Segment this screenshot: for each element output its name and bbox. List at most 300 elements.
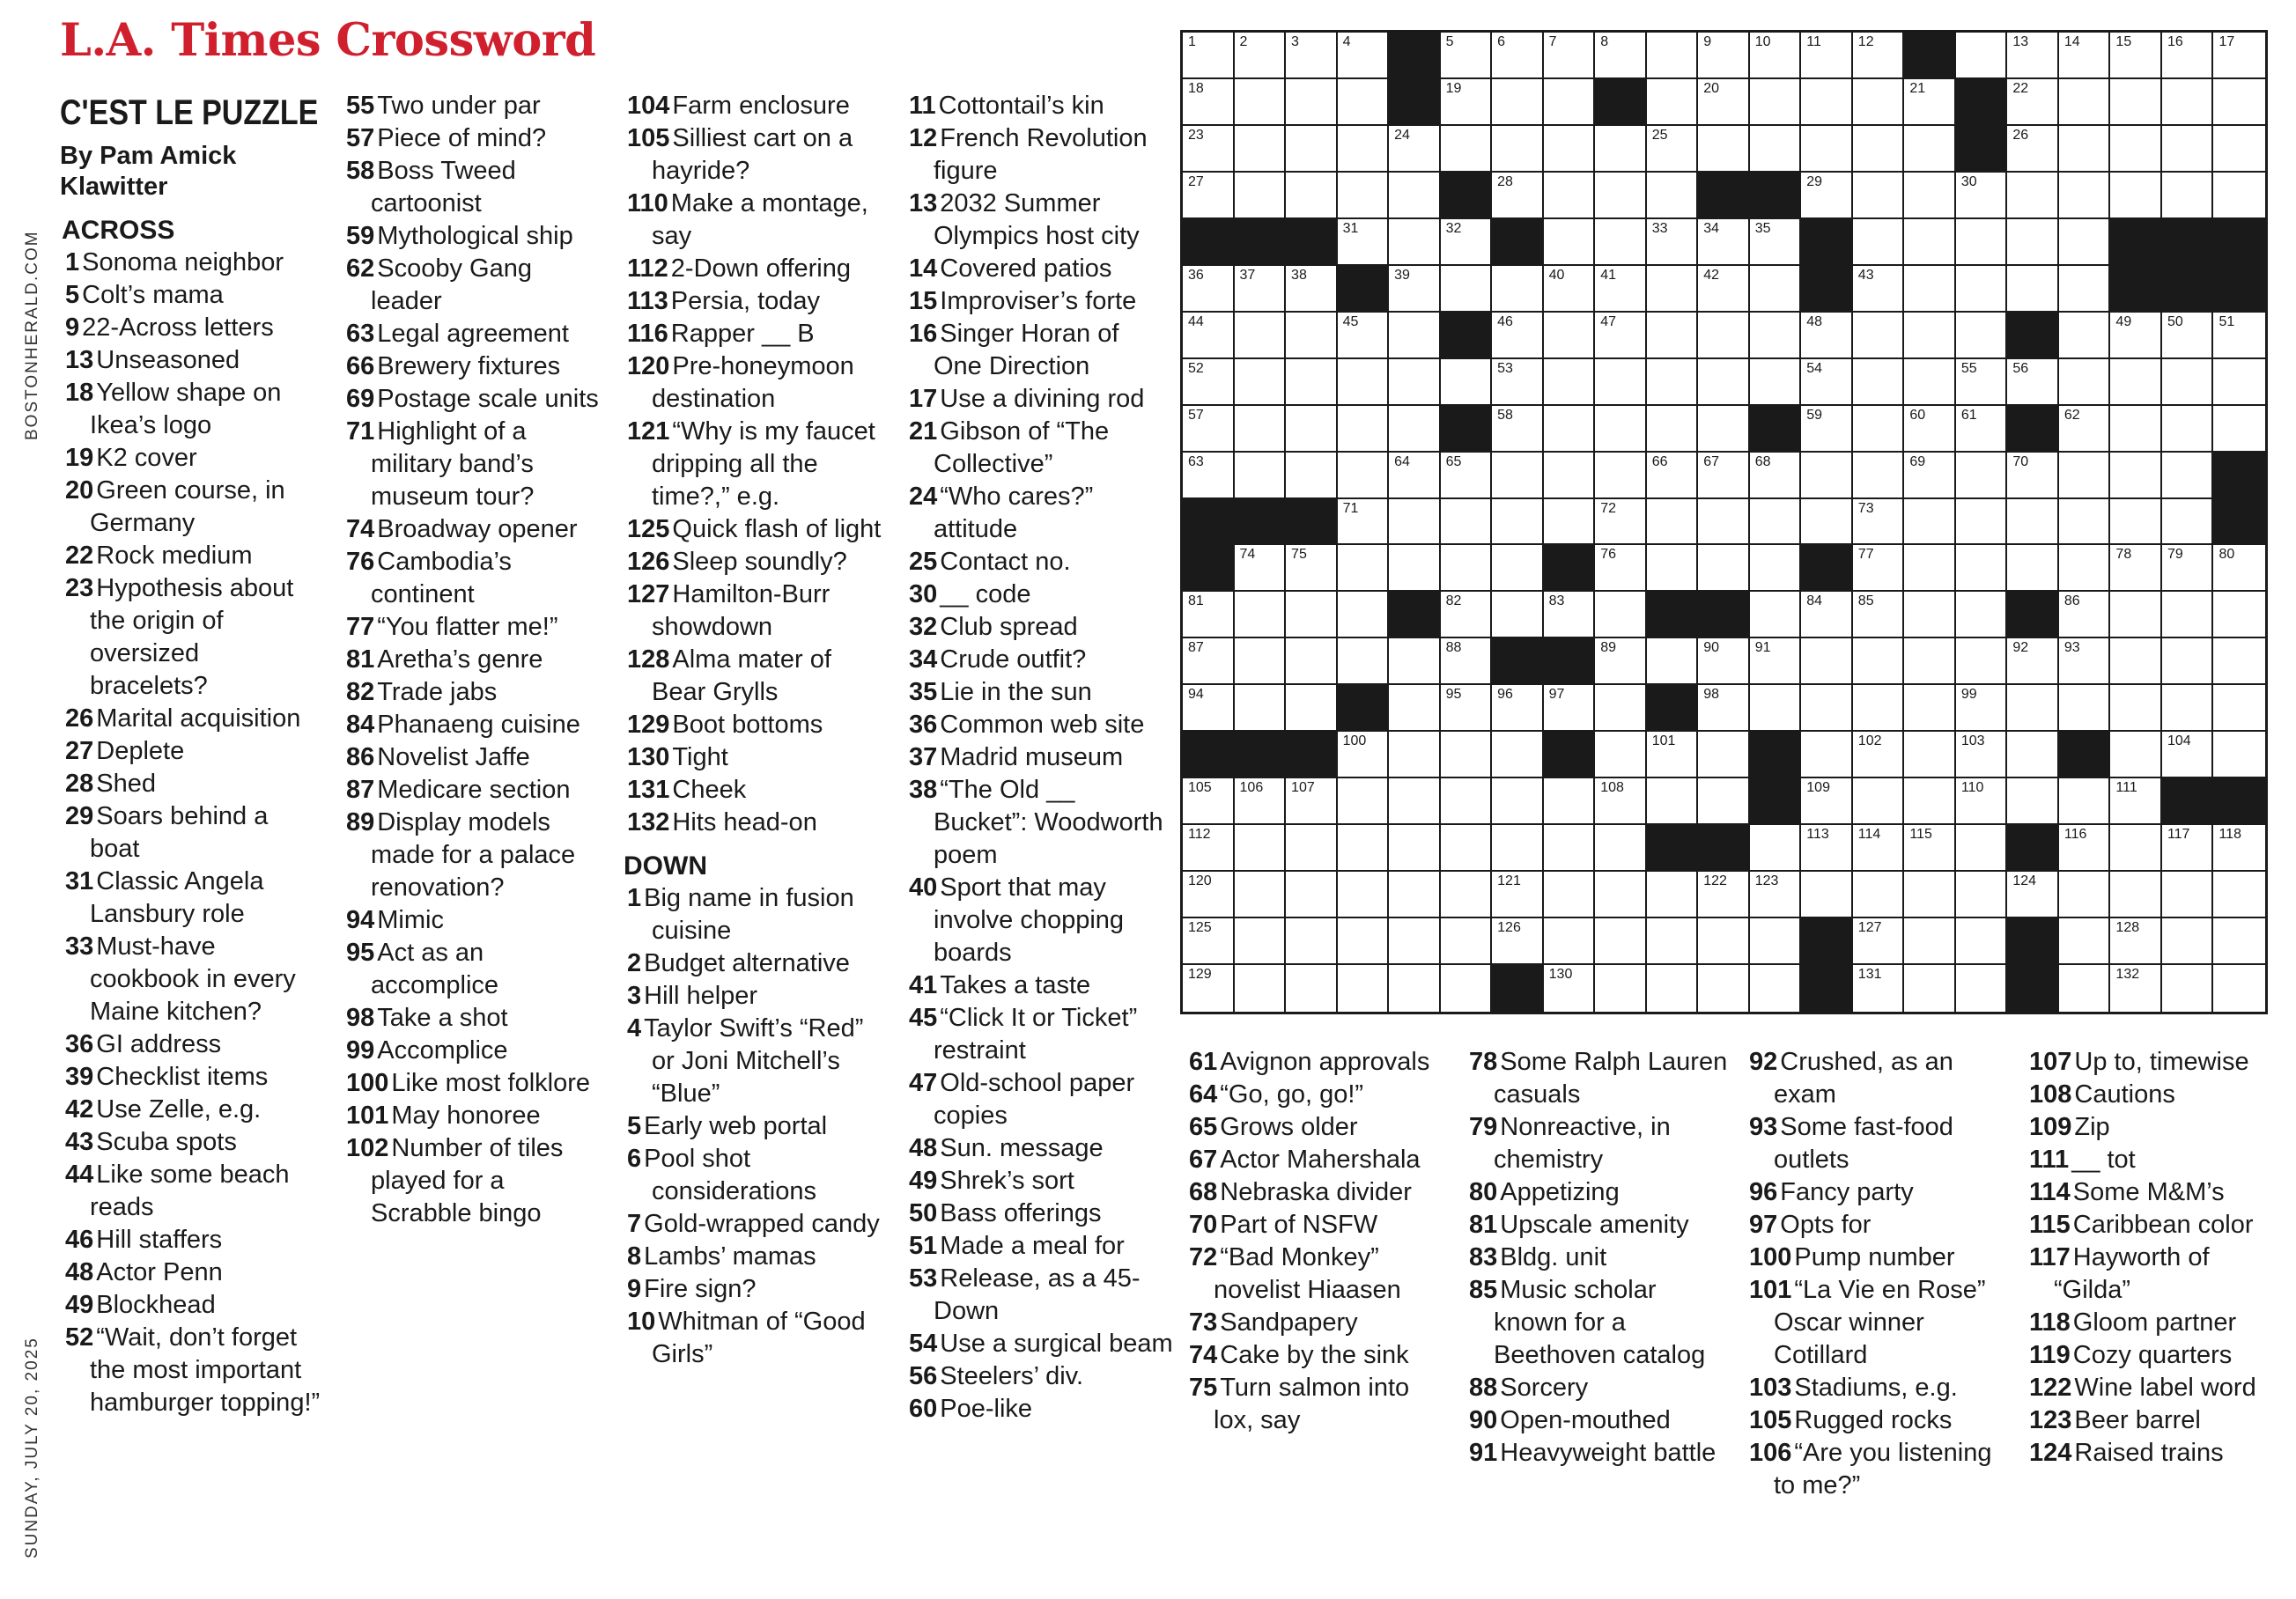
- grid-cell[interactable]: [1698, 453, 1750, 499]
- grid-cell[interactable]: [2162, 545, 2214, 592]
- grid-cell[interactable]: [1338, 638, 1390, 685]
- grid-cell[interactable]: [1647, 732, 1699, 778]
- grid-cell[interactable]: [1853, 126, 1905, 173]
- grid-cell[interactable]: [1698, 406, 1750, 453]
- grid-cell[interactable]: [1389, 313, 1441, 359]
- grid-cell[interactable]: [1544, 918, 1596, 965]
- grid-cell[interactable]: [1647, 173, 1699, 219]
- grid-cell[interactable]: [1956, 173, 2008, 219]
- grid-cell[interactable]: [2007, 266, 2059, 313]
- grid-cell[interactable]: [1389, 872, 1441, 918]
- grid-cell[interactable]: [1750, 126, 1802, 173]
- grid-cell[interactable]: [1183, 33, 1235, 79]
- grid-cell[interactable]: [1853, 825, 1905, 872]
- grid-cell[interactable]: [1801, 33, 1853, 79]
- grid-cell[interactable]: [1389, 453, 1441, 499]
- grid-cell[interactable]: [1544, 359, 1596, 406]
- grid-cell[interactable]: [2059, 173, 2111, 219]
- grid-cell[interactable]: [1801, 173, 1853, 219]
- grid-cell[interactable]: [1750, 825, 1802, 872]
- grid-cell[interactable]: [1544, 33, 1596, 79]
- grid-cell[interactable]: [1183, 79, 1235, 126]
- grid-cell[interactable]: [1750, 965, 1802, 1012]
- grid-cell[interactable]: [1389, 638, 1441, 685]
- grid-cell[interactable]: [1956, 732, 2008, 778]
- grid-cell[interactable]: [1904, 545, 1956, 592]
- grid-cell[interactable]: [2110, 732, 2162, 778]
- grid-cell[interactable]: [1956, 638, 2008, 685]
- grid-cell[interactable]: [1647, 33, 1699, 79]
- grid-cell[interactable]: [1286, 313, 1338, 359]
- grid-cell[interactable]: [1853, 872, 1905, 918]
- grid-cell[interactable]: [1801, 872, 1853, 918]
- grid-cell[interactable]: [1441, 79, 1493, 126]
- grid-cell[interactable]: [1544, 592, 1596, 638]
- grid-cell[interactable]: [1286, 79, 1338, 126]
- grid-cell[interactable]: [1750, 313, 1802, 359]
- grid-cell[interactable]: [2162, 79, 2214, 126]
- grid-cell[interactable]: [1853, 266, 1905, 313]
- grid-cell[interactable]: [1492, 732, 1544, 778]
- grid-cell[interactable]: [1492, 406, 1544, 453]
- grid-cell[interactable]: [1492, 545, 1544, 592]
- grid-cell[interactable]: [1441, 359, 1493, 406]
- grid-cell[interactable]: [1647, 359, 1699, 406]
- grid-cell[interactable]: [1389, 685, 1441, 732]
- grid-cell[interactable]: [2059, 79, 2111, 126]
- grid-cell[interactable]: [1698, 965, 1750, 1012]
- grid-cell[interactable]: [1441, 266, 1493, 313]
- grid-cell[interactable]: [2007, 173, 2059, 219]
- grid-cell[interactable]: [1647, 638, 1699, 685]
- grid-cell[interactable]: [1183, 872, 1235, 918]
- grid-cell[interactable]: [1286, 33, 1338, 79]
- grid-cell[interactable]: [1595, 918, 1647, 965]
- grid-cell[interactable]: [2110, 33, 2162, 79]
- grid-cell[interactable]: [1595, 453, 1647, 499]
- grid-cell[interactable]: [1647, 219, 1699, 266]
- grid-cell[interactable]: [1286, 918, 1338, 965]
- grid-cell[interactable]: [1338, 33, 1390, 79]
- grid-cell[interactable]: [2059, 965, 2111, 1012]
- grid-cell[interactable]: [1647, 778, 1699, 825]
- grid-cell[interactable]: [1904, 638, 1956, 685]
- grid-cell[interactable]: [1750, 638, 1802, 685]
- grid-cell[interactable]: [1441, 685, 1493, 732]
- grid-cell[interactable]: [1544, 126, 1596, 173]
- grid-cell[interactable]: [1956, 406, 2008, 453]
- grid-cell[interactable]: [2213, 545, 2265, 592]
- grid-cell[interactable]: [1595, 359, 1647, 406]
- grid-cell[interactable]: [1235, 965, 1287, 1012]
- grid-cell[interactable]: [2059, 778, 2111, 825]
- grid-cell[interactable]: [1286, 453, 1338, 499]
- grid-cell[interactable]: [1853, 965, 1905, 1012]
- grid-cell[interactable]: [1389, 173, 1441, 219]
- grid-cell[interactable]: [1595, 732, 1647, 778]
- grid-cell[interactable]: [2162, 33, 2214, 79]
- grid-cell[interactable]: [1389, 219, 1441, 266]
- grid-cell[interactable]: [2162, 965, 2214, 1012]
- grid-cell[interactable]: [1338, 173, 1390, 219]
- grid-cell[interactable]: [1183, 778, 1235, 825]
- grid-cell[interactable]: [1441, 825, 1493, 872]
- grid-cell[interactable]: [1235, 918, 1287, 965]
- grid-cell[interactable]: [1389, 266, 1441, 313]
- grid-cell[interactable]: [1235, 126, 1287, 173]
- grid-cell[interactable]: [1698, 638, 1750, 685]
- grid-cell[interactable]: [1595, 33, 1647, 79]
- grid-cell[interactable]: [1647, 545, 1699, 592]
- grid-cell[interactable]: [1286, 545, 1338, 592]
- grid-cell[interactable]: [1338, 918, 1390, 965]
- grid-cell[interactable]: [2213, 685, 2265, 732]
- grid-cell[interactable]: [1286, 126, 1338, 173]
- grid-cell[interactable]: [1492, 266, 1544, 313]
- grid-cell[interactable]: [2110, 313, 2162, 359]
- grid-cell[interactable]: [2213, 592, 2265, 638]
- grid-cell[interactable]: [2007, 453, 2059, 499]
- grid-cell[interactable]: [1544, 778, 1596, 825]
- grid-cell[interactable]: [1338, 965, 1390, 1012]
- grid-cell[interactable]: [2059, 872, 2111, 918]
- grid-cell[interactable]: [1698, 313, 1750, 359]
- grid-cell[interactable]: [2007, 126, 2059, 173]
- grid-cell[interactable]: [1904, 918, 1956, 965]
- grid-cell[interactable]: [1904, 219, 1956, 266]
- grid-cell[interactable]: [1286, 406, 1338, 453]
- grid-cell[interactable]: [1338, 732, 1390, 778]
- grid-cell[interactable]: [1904, 732, 1956, 778]
- grid-cell[interactable]: [1235, 545, 1287, 592]
- grid-cell[interactable]: [2213, 173, 2265, 219]
- grid-cell[interactable]: [1235, 313, 1287, 359]
- grid-cell[interactable]: [1904, 313, 1956, 359]
- grid-cell[interactable]: [1801, 453, 1853, 499]
- grid-cell[interactable]: [1286, 872, 1338, 918]
- grid-cell[interactable]: [2007, 545, 2059, 592]
- grid-cell[interactable]: [1235, 33, 1287, 79]
- grid-cell[interactable]: [1801, 126, 1853, 173]
- grid-cell[interactable]: [1235, 266, 1287, 313]
- grid-cell[interactable]: [1853, 453, 1905, 499]
- grid-cell[interactable]: [1389, 499, 1441, 546]
- grid-cell[interactable]: [1235, 685, 1287, 732]
- grid-cell[interactable]: [1544, 499, 1596, 546]
- grid-cell[interactable]: [1492, 79, 1544, 126]
- grid-cell[interactable]: [1801, 499, 1853, 546]
- grid-cell[interactable]: [1853, 685, 1905, 732]
- grid-cell[interactable]: [2162, 499, 2214, 546]
- grid-cell[interactable]: [1801, 638, 1853, 685]
- grid-cell[interactable]: [1698, 79, 1750, 126]
- grid-cell[interactable]: [1492, 825, 1544, 872]
- grid-cell[interactable]: [1647, 313, 1699, 359]
- grid-cell[interactable]: [1544, 406, 1596, 453]
- grid-cell[interactable]: [1853, 313, 1905, 359]
- grid-cell[interactable]: [1338, 359, 1390, 406]
- grid-cell[interactable]: [1235, 79, 1287, 126]
- grid-cell[interactable]: [1235, 872, 1287, 918]
- grid-cell[interactable]: [2162, 918, 2214, 965]
- grid-cell[interactable]: [1853, 732, 1905, 778]
- grid-cell[interactable]: [1389, 965, 1441, 1012]
- grid-cell[interactable]: [1956, 219, 2008, 266]
- grid-cell[interactable]: [1183, 965, 1235, 1012]
- grid-cell[interactable]: [1441, 545, 1493, 592]
- grid-cell[interactable]: [1389, 825, 1441, 872]
- grid-cell[interactable]: [1801, 359, 1853, 406]
- grid-cell[interactable]: [1956, 778, 2008, 825]
- grid-cell[interactable]: [1544, 872, 1596, 918]
- grid-cell[interactable]: [1183, 173, 1235, 219]
- grid-cell[interactable]: [1492, 685, 1544, 732]
- grid-cell[interactable]: [2213, 313, 2265, 359]
- grid-cell[interactable]: [1698, 918, 1750, 965]
- grid-cell[interactable]: [1904, 592, 1956, 638]
- grid-cell[interactable]: [1595, 173, 1647, 219]
- grid-cell[interactable]: [1286, 359, 1338, 406]
- grid-cell[interactable]: [2110, 545, 2162, 592]
- grid-cell[interactable]: [2007, 219, 2059, 266]
- grid-cell[interactable]: [1956, 499, 2008, 546]
- grid-cell[interactable]: [2007, 638, 2059, 685]
- grid-cell[interactable]: [1853, 918, 1905, 965]
- grid-cell[interactable]: [1956, 266, 2008, 313]
- grid-cell[interactable]: [2007, 33, 2059, 79]
- grid-cell[interactable]: [1235, 778, 1287, 825]
- grid-cell[interactable]: [1389, 126, 1441, 173]
- grid-cell[interactable]: [1492, 872, 1544, 918]
- grid-cell[interactable]: [2213, 918, 2265, 965]
- grid-cell[interactable]: [1338, 545, 1390, 592]
- grid-cell[interactable]: [1235, 638, 1287, 685]
- grid-cell[interactable]: [1338, 499, 1390, 546]
- grid-cell[interactable]: [1389, 778, 1441, 825]
- grid-cell[interactable]: [2110, 359, 2162, 406]
- grid-cell[interactable]: [2007, 79, 2059, 126]
- grid-cell[interactable]: [1853, 499, 1905, 546]
- grid-cell[interactable]: [2059, 126, 2111, 173]
- grid-cell[interactable]: [1235, 173, 1287, 219]
- grid-cell[interactable]: [1750, 499, 1802, 546]
- grid-cell[interactable]: [2110, 965, 2162, 1012]
- grid-cell[interactable]: [2059, 359, 2111, 406]
- grid-cell[interactable]: [1183, 359, 1235, 406]
- grid-cell[interactable]: [1698, 732, 1750, 778]
- grid-cell[interactable]: [2213, 965, 2265, 1012]
- grid-cell[interactable]: [1904, 778, 1956, 825]
- grid-cell[interactable]: [2110, 872, 2162, 918]
- grid-cell[interactable]: [1750, 453, 1802, 499]
- grid-cell[interactable]: [1338, 406, 1390, 453]
- grid-cell[interactable]: [1183, 685, 1235, 732]
- grid-cell[interactable]: [1183, 918, 1235, 965]
- grid-cell[interactable]: [1698, 219, 1750, 266]
- grid-cell[interactable]: [1441, 778, 1493, 825]
- grid-cell[interactable]: [1750, 79, 1802, 126]
- grid-cell[interactable]: [2162, 359, 2214, 406]
- grid-cell[interactable]: [2213, 33, 2265, 79]
- grid-cell[interactable]: [2059, 638, 2111, 685]
- grid-cell[interactable]: [2162, 638, 2214, 685]
- grid-cell[interactable]: [1698, 266, 1750, 313]
- grid-cell[interactable]: [1904, 825, 1956, 872]
- grid-cell[interactable]: [1595, 266, 1647, 313]
- grid-cell[interactable]: [1492, 359, 1544, 406]
- grid-cell[interactable]: [1647, 406, 1699, 453]
- grid-cell[interactable]: [1183, 825, 1235, 872]
- grid-cell[interactable]: [1544, 965, 1596, 1012]
- grid-cell[interactable]: [1904, 872, 1956, 918]
- grid-cell[interactable]: [1338, 453, 1390, 499]
- grid-cell[interactable]: [1286, 266, 1338, 313]
- grid-cell[interactable]: [2110, 406, 2162, 453]
- grid-cell[interactable]: [1544, 219, 1596, 266]
- grid-cell[interactable]: [2059, 266, 2111, 313]
- grid-cell[interactable]: [2110, 685, 2162, 732]
- grid-cell[interactable]: [2059, 825, 2111, 872]
- grid-cell[interactable]: [1235, 592, 1287, 638]
- grid-cell[interactable]: [1698, 499, 1750, 546]
- grid-cell[interactable]: [2110, 173, 2162, 219]
- grid-cell[interactable]: [1801, 79, 1853, 126]
- grid-cell[interactable]: [1956, 685, 2008, 732]
- grid-cell[interactable]: [1750, 545, 1802, 592]
- grid-cell[interactable]: [2110, 453, 2162, 499]
- grid-cell[interactable]: [2059, 219, 2111, 266]
- grid-cell[interactable]: [2110, 79, 2162, 126]
- grid-cell[interactable]: [1183, 453, 1235, 499]
- grid-cell[interactable]: [1698, 545, 1750, 592]
- grid-cell[interactable]: [1235, 359, 1287, 406]
- grid-cell[interactable]: [1853, 592, 1905, 638]
- grid-cell[interactable]: [1595, 499, 1647, 546]
- grid-cell[interactable]: [1595, 313, 1647, 359]
- grid-cell[interactable]: [1698, 872, 1750, 918]
- grid-cell[interactable]: [1956, 592, 2008, 638]
- grid-cell[interactable]: [1441, 872, 1493, 918]
- grid-cell[interactable]: [2059, 499, 2111, 546]
- grid-cell[interactable]: [2110, 778, 2162, 825]
- grid-cell[interactable]: [1441, 453, 1493, 499]
- grid-cell[interactable]: [1183, 126, 1235, 173]
- grid-cell[interactable]: [2162, 406, 2214, 453]
- grid-cell[interactable]: [1853, 173, 1905, 219]
- grid-cell[interactable]: [1441, 638, 1493, 685]
- grid-cell[interactable]: [1389, 545, 1441, 592]
- grid-cell[interactable]: [1956, 453, 2008, 499]
- grid-cell[interactable]: [2162, 453, 2214, 499]
- grid-cell[interactable]: [1338, 313, 1390, 359]
- grid-cell[interactable]: [2162, 825, 2214, 872]
- grid-cell[interactable]: [1183, 266, 1235, 313]
- grid-cell[interactable]: [1904, 266, 1956, 313]
- grid-cell[interactable]: [1492, 313, 1544, 359]
- grid-cell[interactable]: [1956, 872, 2008, 918]
- grid-cell[interactable]: [1492, 453, 1544, 499]
- grid-cell[interactable]: [1286, 685, 1338, 732]
- grid-cell[interactable]: [2059, 545, 2111, 592]
- grid-cell[interactable]: [1750, 219, 1802, 266]
- grid-cell[interactable]: [1801, 406, 1853, 453]
- grid-cell[interactable]: [1853, 219, 1905, 266]
- grid-cell[interactable]: [1441, 219, 1493, 266]
- grid-cell[interactable]: [1956, 825, 2008, 872]
- grid-cell[interactable]: [2213, 359, 2265, 406]
- grid-cell[interactable]: [2059, 406, 2111, 453]
- grid-cell[interactable]: [1338, 219, 1390, 266]
- grid-cell[interactable]: [2059, 33, 2111, 79]
- grid-cell[interactable]: [1286, 592, 1338, 638]
- grid-cell[interactable]: [1286, 965, 1338, 1012]
- grid-cell[interactable]: [1647, 79, 1699, 126]
- grid-cell[interactable]: [2059, 313, 2111, 359]
- grid-cell[interactable]: [1338, 79, 1390, 126]
- grid-cell[interactable]: [2162, 872, 2214, 918]
- grid-cell[interactable]: [1801, 313, 1853, 359]
- grid-cell[interactable]: [1183, 406, 1235, 453]
- grid-cell[interactable]: [1801, 732, 1853, 778]
- grid-cell[interactable]: [1492, 592, 1544, 638]
- grid-cell[interactable]: [1904, 499, 1956, 546]
- grid-cell[interactable]: [1698, 126, 1750, 173]
- grid-cell[interactable]: [1698, 33, 1750, 79]
- grid-cell[interactable]: [1544, 266, 1596, 313]
- grid-cell[interactable]: [2059, 592, 2111, 638]
- grid-cell[interactable]: [2162, 126, 2214, 173]
- grid-cell[interactable]: [1853, 545, 1905, 592]
- grid-cell[interactable]: [1389, 406, 1441, 453]
- grid-cell[interactable]: [1904, 406, 1956, 453]
- grid-cell[interactable]: [1595, 825, 1647, 872]
- grid-cell[interactable]: [1544, 685, 1596, 732]
- grid-cell[interactable]: [1595, 545, 1647, 592]
- grid-cell[interactable]: [2110, 638, 2162, 685]
- grid-cell[interactable]: [1750, 592, 1802, 638]
- grid-cell[interactable]: [1853, 359, 1905, 406]
- grid-cell[interactable]: [1595, 638, 1647, 685]
- grid-cell[interactable]: [1904, 173, 1956, 219]
- grid-cell[interactable]: [1389, 732, 1441, 778]
- grid-cell[interactable]: [1286, 825, 1338, 872]
- grid-cell[interactable]: [2110, 825, 2162, 872]
- grid-cell[interactable]: [1801, 685, 1853, 732]
- grid-cell[interactable]: [1853, 79, 1905, 126]
- grid-cell[interactable]: [1492, 499, 1544, 546]
- grid-cell[interactable]: [1389, 359, 1441, 406]
- grid-cell[interactable]: [1492, 173, 1544, 219]
- grid-cell[interactable]: [2213, 825, 2265, 872]
- grid-cell[interactable]: [2110, 126, 2162, 173]
- grid-cell[interactable]: [1647, 266, 1699, 313]
- grid-cell[interactable]: [1441, 732, 1493, 778]
- grid-cell[interactable]: [1904, 965, 1956, 1012]
- grid-cell[interactable]: [1853, 638, 1905, 685]
- grid-cell[interactable]: [1956, 918, 2008, 965]
- grid-cell[interactable]: [2213, 126, 2265, 173]
- grid-cell[interactable]: [1544, 453, 1596, 499]
- grid-cell[interactable]: [1647, 872, 1699, 918]
- grid-cell[interactable]: [1956, 965, 2008, 1012]
- grid-cell[interactable]: [1235, 406, 1287, 453]
- grid-cell[interactable]: [1698, 778, 1750, 825]
- grid-cell[interactable]: [1853, 406, 1905, 453]
- grid-cell[interactable]: [1647, 965, 1699, 1012]
- grid-cell[interactable]: [1956, 359, 2008, 406]
- grid-cell[interactable]: [1801, 592, 1853, 638]
- grid-cell[interactable]: [2213, 872, 2265, 918]
